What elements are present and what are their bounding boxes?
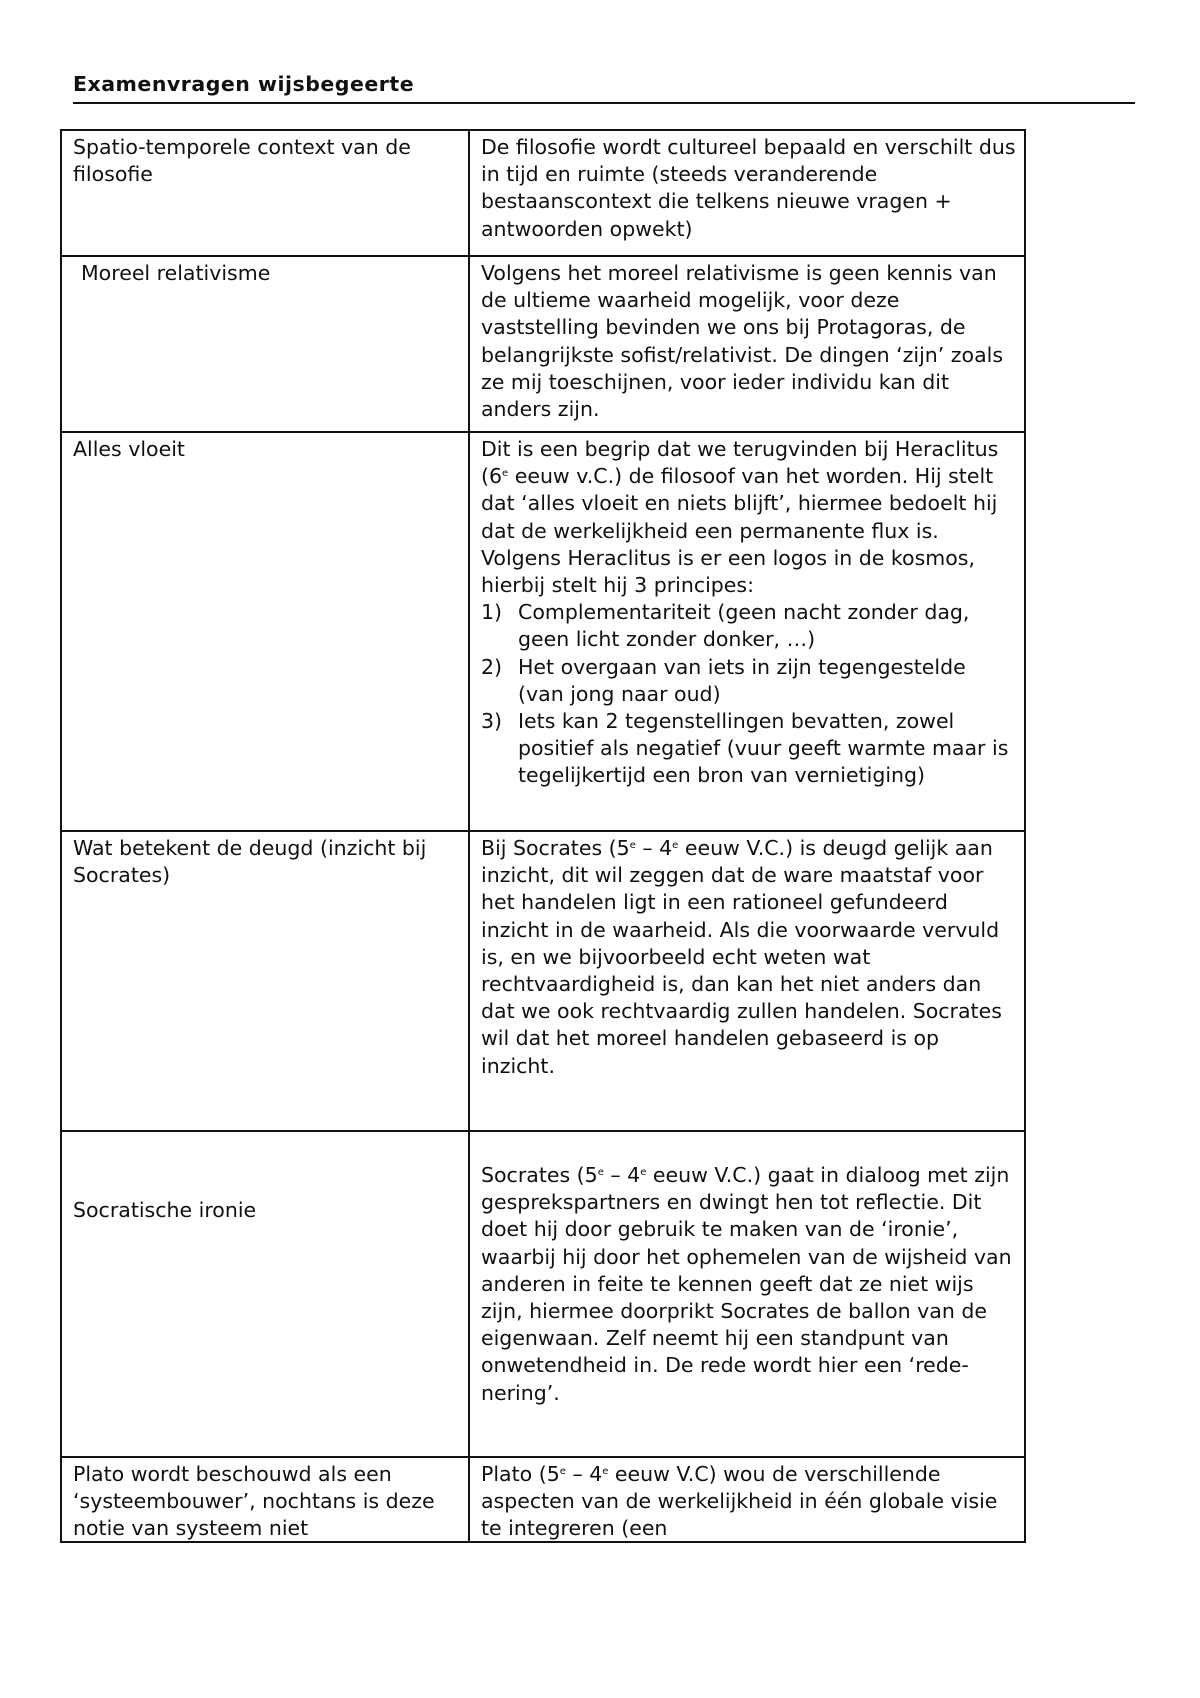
table-row (61, 1457, 1025, 1542)
answer-cell (469, 130, 1025, 256)
table-row (61, 432, 1025, 831)
list-item (481, 599, 1016, 653)
answer-cell (469, 432, 1025, 831)
question-text: Moreel relativisme (81, 261, 271, 285)
superscript: e (629, 840, 636, 851)
page-title: Examenvragen wijsbegeerte (73, 72, 415, 96)
answer-text: – 4 (565, 1462, 603, 1486)
answer-text: De filosofie wordt cultureel bepaald en verschilt dus in tijd en ruimte (steeds veranderende bestaanscontext die telkens nieuwe vragen + antwoorden opwekt) (481, 135, 1016, 241)
answer-text: Plato (5 (481, 1462, 560, 1486)
list-item-text: Het overgaan van iets in zijn tegengestelde (van jong naar oud) (518, 654, 966, 706)
question-text: Plato wordt beschouwd als een ‘systeembouwer’, nochtans is deze notie van systeem niet (73, 1462, 435, 1541)
list-item-text: Complementariteit (geen nacht zonder dag, geen licht zonder donker, …) (518, 600, 970, 652)
question-text: Spatio-temporele context van de filosofie (73, 135, 411, 187)
answer-intro-text: Dit is een begrip dat we terugvinden bij Heraclitus (6 (481, 437, 999, 489)
table-row (61, 1131, 1025, 1457)
table-row (61, 831, 1025, 1131)
answer-cell (469, 831, 1025, 1131)
answer-text: Socrates (5 (481, 1163, 598, 1187)
superscript: e (559, 1466, 566, 1477)
question-cell (61, 256, 469, 432)
table-row (61, 130, 1025, 256)
question-cell (61, 130, 469, 256)
answer-intro (481, 436, 1016, 599)
superscript: e (597, 1167, 604, 1178)
question-cell (61, 432, 469, 831)
question-text: Socratische ironie (73, 1198, 257, 1222)
list-item (481, 708, 1016, 790)
table-row (61, 256, 1025, 432)
question-text: Wat betekent de deugd (inzicht bij Socrates) (73, 836, 427, 888)
question-cell (61, 1457, 469, 1542)
superscript: e (602, 1466, 609, 1477)
principles-list (481, 599, 1016, 789)
answer-text: – 4 (603, 1163, 641, 1187)
superscript: e (502, 468, 509, 480)
answer-text: eeuw V.C.) is deugd gelijk aan inzicht, dit wil zeggen dat de ware maatstaf voor het handelen ligt in een rationeel gefundeerd inzicht in de waarheid. Als die voorwaarde vervuld is, en we bijvoorbeeld echt weten wat rechtvaardigheid is, dan kan het niet anders dan dat we ook rechtvaardig zullen handelen. Socrates wil dat het moreel handelen gebaseerd is op inzicht. (481, 836, 1002, 1078)
answer-text: Bij Socrates (5 (481, 836, 630, 860)
question-cell (61, 831, 469, 1131)
exam-questions-table (60, 129, 1026, 1543)
list-item-text: Iets kan 2 tegenstellingen bevatten, zowel positief als negatief (vuur geeft warmte maar is tegelijkertijd een bron van vernietiging) (518, 709, 1009, 788)
question-text: Alles vloeit (73, 437, 185, 461)
list-number: 3) (481, 709, 503, 734)
superscript: e (672, 840, 679, 851)
answer-intro-rest: eeuw v.C.) de filosoof van het worden. Hij stelt dat ‘alles vloeit en niets blijft’, hiermee bedoelt hij dat de werkelijkheid een permanente flux is. Volgens Heraclitus is er een logos in de kosmos, hierbij stelt hij 3 principes: (481, 464, 998, 598)
answer-cell (469, 256, 1025, 432)
answer-text: eeuw V.C.) gaat in dialoog met zijn gesprekspartners en dwingt hen tot reflectie. Dit doet hij door gebruik te maken van de ‘ironie’, waarbij hij door het ophemelen van de wijsheid van anderen in feite te kennen geeft dat ze niet wijs zijn, hiermee doorprikt Socrates de ballon van de eigenwaan. Zelf neemt hij een standpunt van onwetendheid in. De rede wordt hier een ‘rede-nering’. (481, 1163, 1012, 1405)
answer-text: eeuw V.C) wou de verschillende aspecten van de werkelijkheid in één globale visie te integreren (een (481, 1462, 998, 1541)
question-cell (61, 1131, 469, 1457)
answer-text: – 4 (635, 836, 673, 860)
answer-cell (469, 1131, 1025, 1457)
list-number: 1) (481, 600, 503, 625)
list-number: 2) (481, 654, 503, 679)
answer-cell (469, 1457, 1025, 1542)
answer-text: Volgens het moreel relativisme is geen kennis van de ultieme waarheid mogelijk, voor deze vaststelling bevinden we ons bij Protagoras, de belangrijkste sofist/relativist. De dingen ‘zijn’ zoals ze mij toeschijnen, voor ieder individu kan dit anders zijn. (481, 261, 1004, 422)
page-header (73, 72, 1135, 104)
list-item (481, 654, 1016, 708)
superscript: e (640, 1167, 647, 1178)
